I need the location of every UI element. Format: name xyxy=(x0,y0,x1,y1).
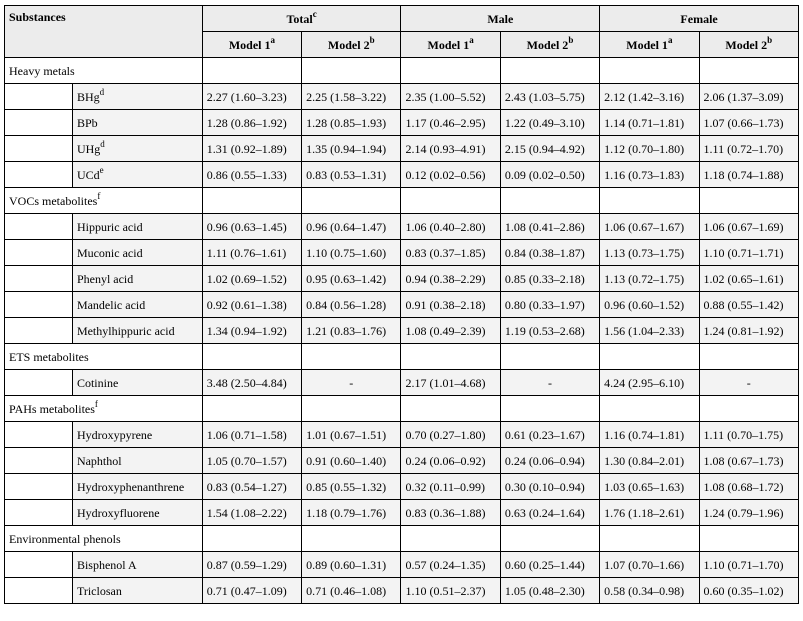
value-cell: 1.07 (0.66–1.73) xyxy=(699,110,798,136)
value-cell: 0.24 (0.06–0.92) xyxy=(401,448,500,474)
value-cell: 0.84 (0.56–1.28) xyxy=(302,292,401,318)
empty-cell xyxy=(302,188,401,214)
substance-name: Triclosan xyxy=(72,578,202,604)
substance-name: UHg$^d$ xyxy=(72,136,202,162)
value-cell: 1.13 (0.72–1.75) xyxy=(600,266,699,292)
value-cell: 0.96 (0.64–1.47) xyxy=(302,214,401,240)
value-cell: 0.91 (0.38–2.18) xyxy=(401,292,500,318)
value-cell: 1.10 (0.51–2.37) xyxy=(401,578,500,604)
value-cell: 0.91 (0.60–1.40) xyxy=(302,448,401,474)
empty-cell xyxy=(302,344,401,370)
indent-cell xyxy=(5,448,73,474)
indent-cell xyxy=(5,240,73,266)
value-cell: 1.14 (0.71–1.81) xyxy=(600,110,699,136)
empty-cell xyxy=(302,396,401,422)
empty-cell xyxy=(202,344,301,370)
value-cell: 0.95 (0.63–1.42) xyxy=(302,266,401,292)
results-table xyxy=(4,5,799,604)
value-cell: 1.06 (0.40–2.80) xyxy=(401,214,500,240)
value-cell: 1.01 (0.67–1.51) xyxy=(302,422,401,448)
table-body xyxy=(5,58,799,604)
value-cell: 0.71 (0.46–1.08) xyxy=(302,578,401,604)
value-cell: 1.06 (0.67–1.67) xyxy=(600,214,699,240)
value-cell: 0.88 (0.55–1.42) xyxy=(699,292,798,318)
empty-cell xyxy=(699,344,798,370)
value-cell: 0.94 (0.38–2.29) xyxy=(401,266,500,292)
value-cell: 1.06 (0.67–1.69) xyxy=(699,214,798,240)
value-cell: 0.89 (0.60–1.31) xyxy=(302,552,401,578)
table-row xyxy=(5,162,799,188)
indent-cell xyxy=(5,552,73,578)
value-cell: 1.08 (0.41–2.86) xyxy=(500,214,599,240)
empty-cell xyxy=(202,188,301,214)
empty-cell xyxy=(500,396,599,422)
value-cell: 0.96 (0.60–1.52) xyxy=(600,292,699,318)
value-cell: 0.85 (0.55–1.32) xyxy=(302,474,401,500)
section-header-row xyxy=(5,344,799,370)
table-row xyxy=(5,552,799,578)
empty-cell xyxy=(202,396,301,422)
value-cell: 0.63 (0.24–1.64) xyxy=(500,500,599,526)
value-cell: 2.06 (1.37–3.09) xyxy=(699,84,798,110)
value-cell: 1.16 (0.74–1.81) xyxy=(600,422,699,448)
value-cell: 0.60 (0.35–1.02) xyxy=(699,578,798,604)
value-cell: 1.03 (0.65–1.63) xyxy=(600,474,699,500)
value-cell: 1.08 (0.49–2.39) xyxy=(401,318,500,344)
table-row xyxy=(5,214,799,240)
value-cell: 1.10 (0.71–1.70) xyxy=(699,552,798,578)
value-cell: 0.96 (0.63–1.45) xyxy=(202,214,301,240)
value-cell: 1.30 (0.84–2.01) xyxy=(600,448,699,474)
group-header-total: Total$^c$ xyxy=(202,6,401,32)
table-row xyxy=(5,474,799,500)
table-row xyxy=(5,110,799,136)
indent-cell xyxy=(5,370,73,396)
value-cell: 2.43 (1.03–5.75) xyxy=(500,84,599,110)
model-header: Model 1$^a$ xyxy=(202,32,301,58)
empty-cell xyxy=(600,188,699,214)
value-cell: 2.35 (1.00–5.52) xyxy=(401,84,500,110)
empty-cell xyxy=(500,188,599,214)
model-header: Model 1$^a$ xyxy=(401,32,500,58)
value-cell: 0.87 (0.59–1.29) xyxy=(202,552,301,578)
table-row xyxy=(5,500,799,526)
value-cell: 0.84 (0.38–1.87) xyxy=(500,240,599,266)
empty-cell xyxy=(699,526,798,552)
empty-cell xyxy=(401,188,500,214)
value-cell: 1.35 (0.94–1.94) xyxy=(302,136,401,162)
value-cell: 0.92 (0.61–1.38) xyxy=(202,292,301,318)
value-cell: 0.70 (0.27–1.80) xyxy=(401,422,500,448)
value-cell: 1.11 (0.76–1.61) xyxy=(202,240,301,266)
empty-cell xyxy=(600,526,699,552)
empty-cell xyxy=(699,58,798,84)
indent-cell xyxy=(5,500,73,526)
table-row xyxy=(5,370,799,396)
section-header-row xyxy=(5,58,799,84)
value-cell: 1.02 (0.65–1.61) xyxy=(699,266,798,292)
value-cell: 1.56 (1.04–2.33) xyxy=(600,318,699,344)
value-cell: 2.14 (0.93–4.91) xyxy=(401,136,500,162)
substance-name: Naphthol xyxy=(72,448,202,474)
value-cell: 4.24 (2.95–6.10) xyxy=(600,370,699,396)
value-cell: 1.06 (0.71–1.58) xyxy=(202,422,301,448)
value-cell: 1.17 (0.46–2.95) xyxy=(401,110,500,136)
value-cell: 1.18 (0.79–1.76) xyxy=(302,500,401,526)
value-cell: 1.07 (0.70–1.66) xyxy=(600,552,699,578)
value-cell: 0.24 (0.06–0.94) xyxy=(500,448,599,474)
value-cell: 1.08 (0.67–1.73) xyxy=(699,448,798,474)
substance-name: Hydroxypyrene xyxy=(72,422,202,448)
value-cell: 2.15 (0.94–4.92) xyxy=(500,136,599,162)
indent-cell xyxy=(5,84,73,110)
table-row xyxy=(5,448,799,474)
value-cell: 1.11 (0.70–1.75) xyxy=(699,422,798,448)
value-cell: 2.12 (1.42–3.16) xyxy=(600,84,699,110)
value-cell: - xyxy=(699,370,798,396)
empty-cell xyxy=(401,58,500,84)
table-row xyxy=(5,136,799,162)
substance-name: Hippuric acid xyxy=(72,214,202,240)
value-cell: 1.13 (0.73–1.75) xyxy=(600,240,699,266)
section-label: VOCs metabolites$^f$ xyxy=(5,188,203,214)
value-cell: 0.61 (0.23–1.67) xyxy=(500,422,599,448)
empty-cell xyxy=(600,396,699,422)
substance-name: Mandelic acid xyxy=(72,292,202,318)
empty-cell xyxy=(202,58,301,84)
indent-cell xyxy=(5,292,73,318)
section-header-row xyxy=(5,188,799,214)
indent-cell xyxy=(5,162,73,188)
value-cell: 1.34 (0.94–1.92) xyxy=(202,318,301,344)
value-cell: - xyxy=(302,370,401,396)
value-cell: - xyxy=(500,370,599,396)
empty-cell xyxy=(500,526,599,552)
indent-cell xyxy=(5,578,73,604)
value-cell: 0.85 (0.33–2.18) xyxy=(500,266,599,292)
value-cell: 1.28 (0.86–1.92) xyxy=(202,110,301,136)
value-cell: 0.30 (0.10–0.94) xyxy=(500,474,599,500)
value-cell: 0.09 (0.02–0.50) xyxy=(500,162,599,188)
table-row xyxy=(5,318,799,344)
value-cell: 1.05 (0.70–1.57) xyxy=(202,448,301,474)
group-header-female: Female xyxy=(600,6,799,32)
value-cell: 0.83 (0.53–1.31) xyxy=(302,162,401,188)
substance-name: Methylhippuric acid xyxy=(72,318,202,344)
empty-cell xyxy=(500,344,599,370)
table-row xyxy=(5,292,799,318)
substance-name: Hydroxyphenanthrene xyxy=(72,474,202,500)
empty-cell xyxy=(600,58,699,84)
value-cell: 1.16 (0.73–1.83) xyxy=(600,162,699,188)
empty-cell xyxy=(600,344,699,370)
substances-header: Substances xyxy=(5,6,203,58)
value-cell: 1.08 (0.68–1.72) xyxy=(699,474,798,500)
table-row xyxy=(5,240,799,266)
indent-cell xyxy=(5,318,73,344)
section-label: Heavy metals xyxy=(5,58,203,84)
empty-cell xyxy=(302,526,401,552)
value-cell: 1.05 (0.48–2.30) xyxy=(500,578,599,604)
empty-cell xyxy=(401,526,500,552)
substance-name: BHg$^d$ xyxy=(72,84,202,110)
section-header-row xyxy=(5,526,799,552)
value-cell: 3.48 (2.50–4.84) xyxy=(202,370,301,396)
table-row xyxy=(5,84,799,110)
value-cell: 1.54 (1.08–2.22) xyxy=(202,500,301,526)
table-header xyxy=(5,6,799,58)
empty-cell xyxy=(401,344,500,370)
value-cell: 1.19 (0.53–2.68) xyxy=(500,318,599,344)
section-label: PAHs metabolites$^f$ xyxy=(5,396,203,422)
value-cell: 1.22 (0.49–3.10) xyxy=(500,110,599,136)
value-cell: 0.83 (0.54–1.27) xyxy=(202,474,301,500)
indent-cell xyxy=(5,214,73,240)
indent-cell xyxy=(5,474,73,500)
empty-cell xyxy=(500,58,599,84)
substance-name: Bisphenol A xyxy=(72,552,202,578)
substance-name: Cotinine xyxy=(72,370,202,396)
value-cell: 1.10 (0.71–1.71) xyxy=(699,240,798,266)
model-header: Model 2$^b$ xyxy=(699,32,798,58)
value-cell: 1.31 (0.92–1.89) xyxy=(202,136,301,162)
table-row xyxy=(5,578,799,604)
value-cell: 0.86 (0.55–1.33) xyxy=(202,162,301,188)
value-cell: 1.24 (0.81–1.92) xyxy=(699,318,798,344)
empty-cell xyxy=(401,396,500,422)
empty-cell xyxy=(699,396,798,422)
value-cell: 1.18 (0.74–1.88) xyxy=(699,162,798,188)
group-header-male: Male xyxy=(401,6,600,32)
value-cell: 0.58 (0.34–0.98) xyxy=(600,578,699,604)
value-cell: 2.25 (1.58–3.22) xyxy=(302,84,401,110)
value-cell: 1.10 (0.75–1.60) xyxy=(302,240,401,266)
value-cell: 1.12 (0.70–1.80) xyxy=(600,136,699,162)
section-header-row xyxy=(5,396,799,422)
value-cell: 1.02 (0.69–1.52) xyxy=(202,266,301,292)
value-cell: 1.21 (0.83–1.76) xyxy=(302,318,401,344)
empty-cell xyxy=(302,58,401,84)
value-cell: 2.17 (1.01–4.68) xyxy=(401,370,500,396)
indent-cell xyxy=(5,110,73,136)
empty-cell xyxy=(202,526,301,552)
value-cell: 2.27 (1.60–3.23) xyxy=(202,84,301,110)
section-label: ETS metabolites xyxy=(5,344,203,370)
value-cell: 1.24 (0.79–1.96) xyxy=(699,500,798,526)
table-row xyxy=(5,266,799,292)
value-cell: 0.80 (0.33–1.97) xyxy=(500,292,599,318)
table-row xyxy=(5,422,799,448)
value-cell: 1.28 (0.85–1.93) xyxy=(302,110,401,136)
empty-cell xyxy=(699,188,798,214)
value-cell: 0.32 (0.11–0.99) xyxy=(401,474,500,500)
indent-cell xyxy=(5,422,73,448)
model-header: Model 2$^b$ xyxy=(500,32,599,58)
substance-name: UCd$^e$ xyxy=(72,162,202,188)
value-cell: 1.11 (0.72–1.70) xyxy=(699,136,798,162)
value-cell: 0.71 (0.47–1.09) xyxy=(202,578,301,604)
substance-name: BPb xyxy=(72,110,202,136)
value-cell: 1.76 (1.18–2.61) xyxy=(600,500,699,526)
indent-cell xyxy=(5,136,73,162)
model-header: Model 1$^a$ xyxy=(600,32,699,58)
section-label: Environmental phenols xyxy=(5,526,203,552)
value-cell: 0.12 (0.02–0.56) xyxy=(401,162,500,188)
substance-name: Phenyl acid xyxy=(72,266,202,292)
indent-cell xyxy=(5,266,73,292)
model-header: Model 2$^b$ xyxy=(302,32,401,58)
substance-name: Muconic acid xyxy=(72,240,202,266)
value-cell: 0.83 (0.36–1.88) xyxy=(401,500,500,526)
value-cell: 0.57 (0.24–1.35) xyxy=(401,552,500,578)
value-cell: 0.83 (0.37–1.85) xyxy=(401,240,500,266)
substance-name: Hydroxyfluorene xyxy=(72,500,202,526)
value-cell: 0.60 (0.25–1.44) xyxy=(500,552,599,578)
